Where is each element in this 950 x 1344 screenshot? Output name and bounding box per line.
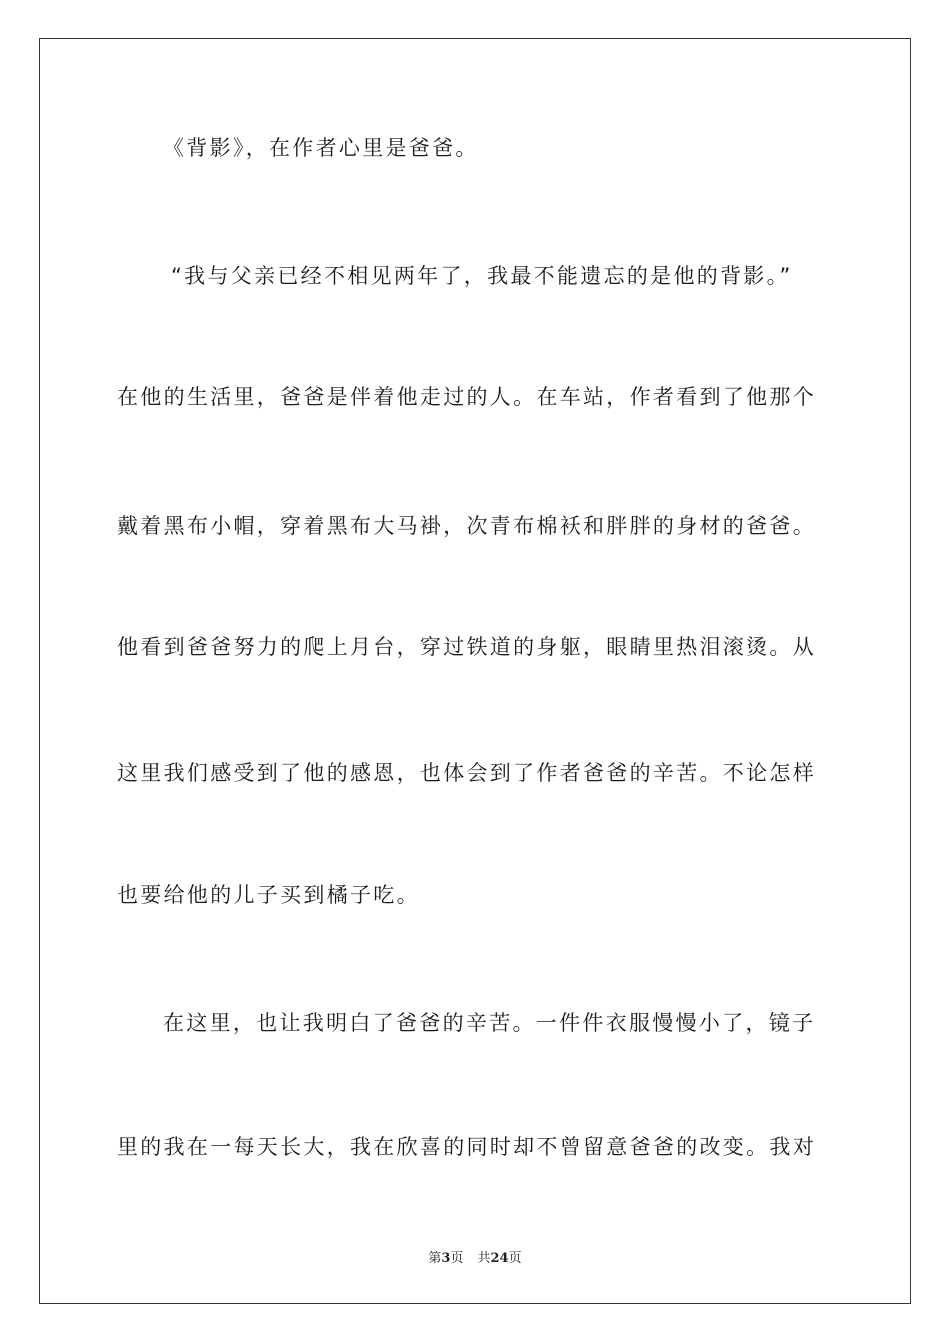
text-line-4: 戴着黑布小帽，穿着黑布大马褂，次青布棉袄和胖胖的身材的爸爸。 bbox=[117, 514, 816, 538]
text-line-7: 也要给他的儿子买到橘子吃。 bbox=[117, 883, 420, 907]
total-prefix: 共 bbox=[477, 1251, 491, 1266]
page-border bbox=[39, 38, 911, 1304]
total-suffix: 页 bbox=[508, 1251, 522, 1266]
text-line-1: 《背影》，在作者心里是爸爸。 bbox=[163, 136, 479, 160]
page-suffix: 页 bbox=[450, 1251, 464, 1266]
text-line-9: 里的我在一每天长大，我在欣喜的同时却不曾留意爸爸的改变。我对 bbox=[117, 1135, 816, 1159]
page-prefix: 第 bbox=[428, 1251, 442, 1266]
text-line-8: 在这里，也让我明白了爸爸的辛苦。一件件衣服慢慢小了，镜子 bbox=[163, 1011, 816, 1035]
text-line-6: 这里我们感受到了他的感恩，也体会到了作者爸爸的辛苦。不论怎样 bbox=[117, 761, 816, 785]
page-current: 3 bbox=[441, 1251, 451, 1266]
text-line-3: 在他的生活里，爸爸是伴着他走过的人。在车站，作者看到了他那个 bbox=[117, 385, 816, 409]
text-line-2: “我与父亲已经不相见两年了，我最不能遗忘的是他的背影。” bbox=[171, 264, 793, 288]
page-footer bbox=[0, 1247, 950, 1266]
page-total: 24 bbox=[490, 1251, 509, 1266]
text-line-5: 他看到爸爸努力的爬上月台，穿过铁道的身躯，眼睛里热泪滚烫。从 bbox=[117, 635, 816, 659]
